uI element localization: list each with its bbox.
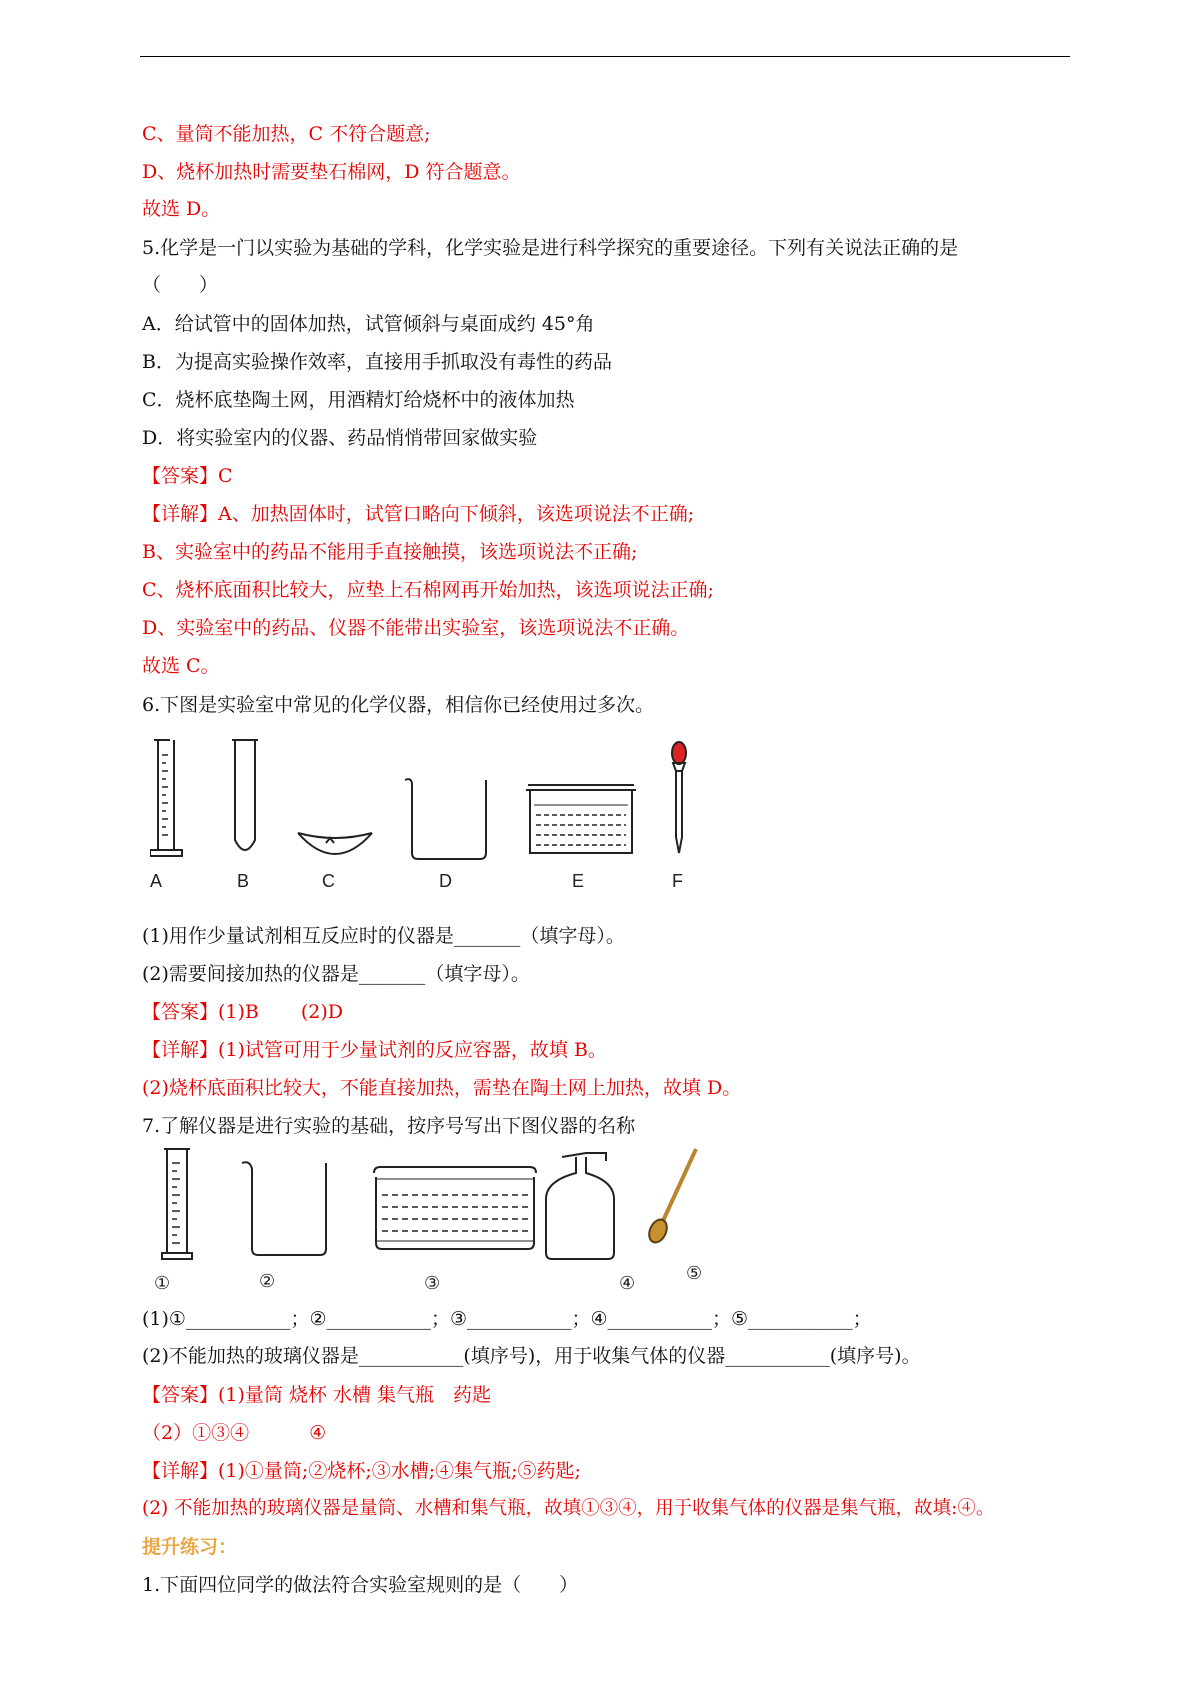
q5-detail-b: B、实验室中的药品不能用手直接触摸，该选项说法不正确; xyxy=(142,541,638,563)
q7-label-4: ④ xyxy=(619,1273,636,1293)
q5-choose: 故选 C。 xyxy=(142,655,220,677)
q7-answer-2 xyxy=(142,1420,326,1446)
q5-detail-a: 【详解】A、加热固体时，试管口略向下倾斜，该选项说法不正确; xyxy=(142,503,695,525)
q6-label-c: C xyxy=(322,871,335,891)
q6-answer xyxy=(142,999,343,1025)
test-tube-icon xyxy=(232,740,258,850)
q6-answer-2: (2)D xyxy=(300,1001,344,1023)
q6-stem: 6.下图是实验室中常见的化学仪器，相信你已经使用过多次。 xyxy=(142,694,655,716)
q7-detail-1: 【详解】(1)①量筒;②烧杯;③水槽;④集气瓶;⑤药匙; xyxy=(142,1460,581,1482)
q6-instruments-figure xyxy=(150,735,710,895)
q6-label-d: D xyxy=(439,871,452,891)
q5-option-d: D．将实验室内的仪器、药品悄悄带回家做实验 xyxy=(142,427,538,449)
q6-sub2: (2)需要间接加热的仪器是_______（填字母）。 xyxy=(142,963,530,985)
advanced-q1: 1.下面四位同学的做法符合实验室规则的是（ ） xyxy=(142,1574,579,1596)
q7-instruments-figure xyxy=(150,1143,790,1293)
water-trough-icon xyxy=(374,1167,536,1249)
q7-label-2: ② xyxy=(259,1271,276,1291)
q7-label-1: ① xyxy=(154,1273,171,1293)
beaker-icon xyxy=(242,1162,326,1255)
gas-collecting-bottle-icon xyxy=(546,1153,614,1259)
q5-stem-bracket: （ ） xyxy=(142,274,219,296)
q7-label-5: ⑤ xyxy=(686,1263,703,1283)
q6-label-b: B xyxy=(237,871,250,891)
beaker-icon xyxy=(405,779,486,859)
q6-label-a: A xyxy=(150,871,163,891)
q7-sub1: (1)①___________；②___________；③___________；④___________；⑤___________； xyxy=(142,1308,872,1330)
q6-detail-1: 【详解】(1)试管可用于少量试剂的反应容器，故填 B。 xyxy=(142,1039,607,1061)
header-rule xyxy=(140,56,1070,57)
advanced-heading: 提升练习： xyxy=(142,1536,238,1558)
q6-sub1: (1)用作少量试剂相互反应时的仪器是_______（填字母）。 xyxy=(142,925,625,947)
q7-detail-2: (2) 不能加热的玻璃仪器是量筒、水槽和集气瓶，故填①③④，用于收集气体的仪器是集气瓶，故填:④。 xyxy=(142,1498,995,1519)
q6-label-e: E xyxy=(572,871,585,891)
q6-detail-2: (2)烧杯底面积比较大，不能直接加热，需垫在陶土网上加热，故填 D。 xyxy=(142,1077,742,1099)
q7-label-3: ③ xyxy=(424,1273,441,1293)
water-trough-icon xyxy=(526,785,636,853)
q5-detail-c: C、烧杯底面积比较大，应垫上石棉网再开始加热，该选项说法正确; xyxy=(142,579,714,601)
q6-label-f: F xyxy=(672,871,683,891)
evaporating-dish-icon xyxy=(298,833,372,854)
q4-c-line: C、量筒不能加热，C 不符合题意; xyxy=(142,123,431,145)
q5-option-a: A．给试管中的固体加热，试管倾斜与桌面成约 45°角 xyxy=(142,313,595,335)
graduated-cylinder-icon xyxy=(150,740,182,856)
q5-answer: 【答案】C xyxy=(142,465,233,487)
q7-answer-1: 【答案】(1)量筒 烧杯 水槽 集气瓶 药匙 xyxy=(142,1384,492,1406)
graduated-cylinder-icon xyxy=(162,1149,192,1259)
q5-detail-d: D、实验室中的药品、仪器不能带出实验室，该选项说法不正确。 xyxy=(142,617,690,639)
q4-choose: 故选 D。 xyxy=(142,198,221,220)
dropper-icon xyxy=(672,742,686,853)
q7-sub2: (2)不能加热的玻璃仪器是___________(填序号)，用于收集气体的仪器___________(填序号)。 xyxy=(142,1345,921,1367)
q7-stem: 7.了解仪器是进行实验的基础，按序号写出下图仪器的名称 xyxy=(142,1115,636,1137)
q5-option-b: B．为提高实验操作效率，直接用手抓取没有毒性的药品 xyxy=(142,351,612,373)
spoon-icon xyxy=(646,1149,696,1245)
q7-answer-2b: ④ xyxy=(309,1422,327,1444)
q6-answer-1: 【答案】(1)B xyxy=(142,1001,259,1023)
q5-option-c: C．烧杯底垫陶土网，用酒精灯给烧杯中的液体加热 xyxy=(142,389,575,411)
q5-stem: 5.化学是一门以实验为基础的学科，化学实验是进行科学探究的重要途径。下列有关说法正确的是 xyxy=(142,237,959,259)
q7-answer-2a: （2）①③④ xyxy=(142,1422,250,1444)
q4-d-line: D、烧杯加热时需要垫石棉网，D 符合题意。 xyxy=(142,161,521,183)
